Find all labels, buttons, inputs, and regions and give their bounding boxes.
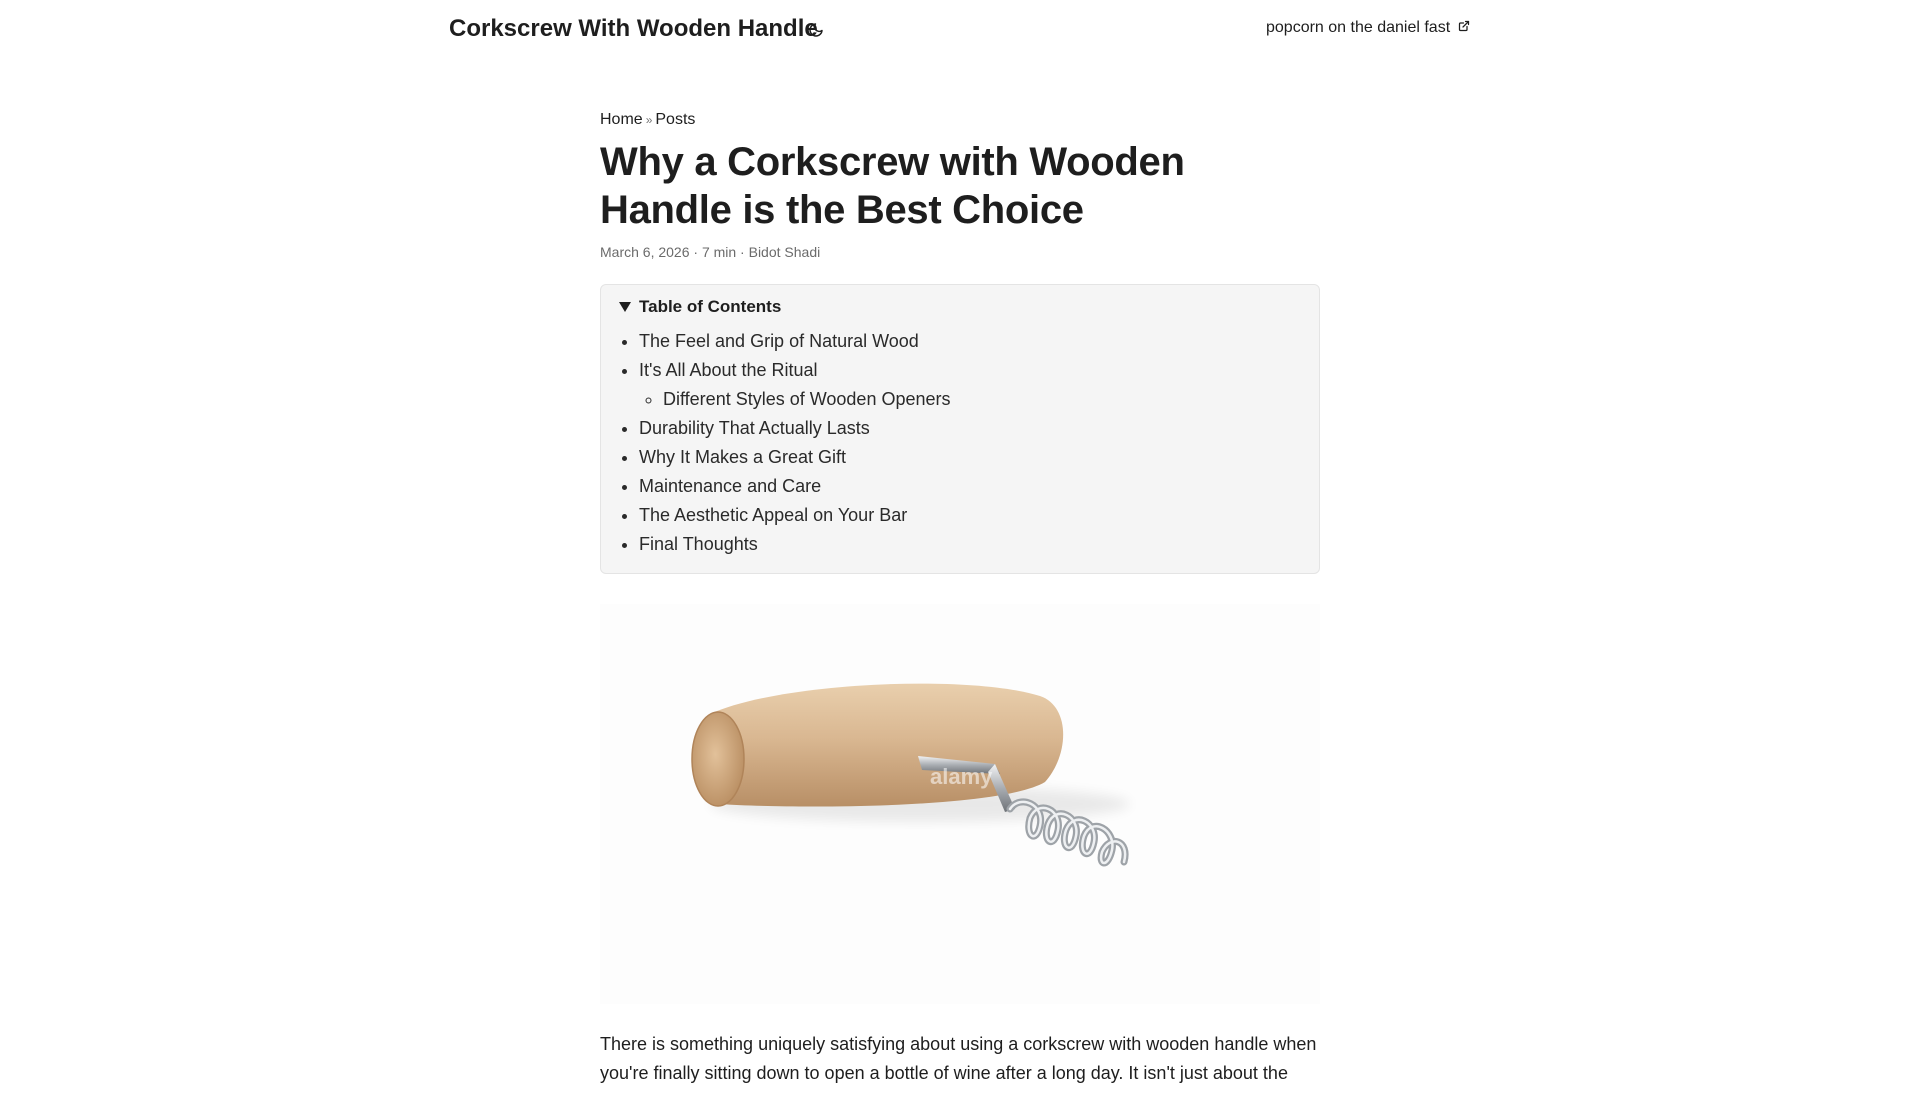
toc-sublist [639,385,1301,414]
toc-item [639,356,1301,414]
post-intro: There is something uniquely satisfying about using a corkscrew with wooden handle when you're finally sitting down to open a bottle of wine after a long day. It isn't just about the [600,1034,1317,1083]
toc-item [639,443,1301,472]
toc-item [639,414,1301,443]
toc-link[interactable]: Durability That Actually Lasts [639,418,870,438]
toc-summary-label: Table of Contents [639,297,782,316]
corkscrew-illustration [600,604,1320,1004]
toc-subitem [663,385,1301,414]
external-link-label: popcorn on the daniel fast [1266,19,1451,36]
watermark-text: alamy [930,764,993,789]
toc-list [619,327,1301,559]
toc-item [639,472,1301,501]
toc-link[interactable]: Maintenance and Care [639,476,822,496]
breadcrumb-home[interactable]: Home [600,111,643,128]
triangle-down-icon [619,302,631,312]
moon-icon[interactable] [805,19,827,41]
external-menu-link[interactable] [1266,19,1470,37]
site-header [0,0,1920,60]
post-main [600,108,1320,1106]
toc-toggle[interactable] [619,295,1301,319]
toc-link[interactable]: Why It Makes a Great Gift [639,447,847,467]
table-of-contents [600,284,1320,574]
breadcrumb-posts[interactable]: Posts [655,111,696,128]
toc-item [639,327,1301,356]
site-title[interactable]: Corkscrew With Wooden Handle [449,15,818,42]
post-meta: March 6, 2026 · 7 min · Bidot Shadi [600,244,821,260]
toc-link[interactable]: The Feel and Grip of Natural Wood [639,331,919,351]
post-title: Why a Corkscrew with Wooden Handle is the Best Choice [600,140,1185,232]
toc-link[interactable]: Different Styles of Wooden Openers [663,389,951,409]
toc-link[interactable]: Final Thoughts [639,534,758,554]
external-link-icon [1458,19,1470,37]
breadcrumb [600,108,1320,132]
cover-image [600,604,1320,1004]
toc-item [639,501,1301,530]
breadcrumb-separator: » [645,113,653,127]
toc-link[interactable]: The Aesthetic Appeal on Your Bar [639,505,908,525]
toc-item [639,530,1301,559]
toc-link[interactable]: It's All About the Ritual [639,360,818,380]
